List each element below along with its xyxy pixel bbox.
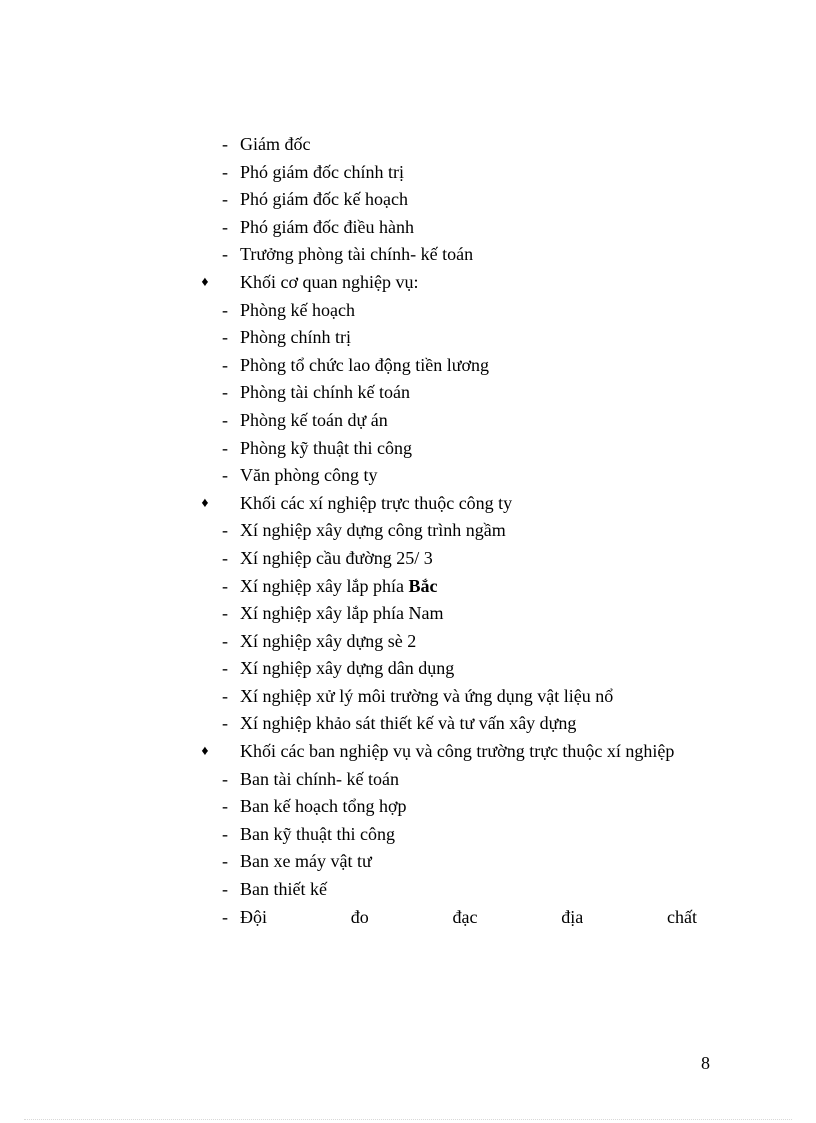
section-heading-text [240,490,512,518]
list-item [0,821,816,849]
section-heading [0,738,816,766]
dash-bullet: - [222,161,228,182]
list-item [0,241,816,269]
item-label-bold: Bắc [408,575,438,596]
dash-bullet: - [222,575,228,596]
list-item-text [240,710,576,738]
item-label: Ban thiết kế [240,879,327,900]
dash-bullet: - [222,382,228,403]
list-item-text [240,766,399,794]
dash-bullet: - [222,906,228,927]
item-label: Xí nghiệp cầu đường 25/ 3 [240,547,433,568]
list-item-text [240,683,613,711]
list-item-text [240,848,372,876]
list-item-text [240,462,377,490]
list-item-text [240,793,406,821]
diamond-bullet-icon: ♦ [201,495,209,511]
list-item [0,435,816,463]
item-label: Phó giám đốc chính trị [240,161,404,182]
item-label: Phòng tổ chức lao động tiền lương [240,354,490,375]
justified-word: đo [350,906,369,927]
list-item-text [240,214,414,242]
dash-bullet: - [222,437,228,458]
diamond-bullet-icon: ♦ [201,744,209,760]
list-item [0,324,816,352]
list-item-text [240,655,454,683]
item-label: Khối các ban nghiệp vụ và công trường trực thuộc xí nghiệp [240,741,675,762]
list-item-text [240,545,433,573]
justified-word: Đội [240,906,267,927]
item-label: Phòng tài chính kế toán [240,382,410,403]
justified-word: chất [666,906,697,927]
dash-bullet: - [222,713,228,734]
item-label: Trưởng phòng tài chính- kế toán [240,244,474,265]
list-item-text [240,435,412,463]
dash-bullet: - [222,520,228,541]
list-item-text [240,600,443,628]
item-label: Văn phòng công ty [240,465,378,486]
item-label: Ban xe máy vật tư [240,851,372,872]
dash-bullet: - [222,244,228,265]
section-heading [0,269,816,297]
page-number: 8 [701,1053,710,1073]
item-label: Xí nghiệp xây lắp phía Nam [240,603,444,624]
list-item [0,159,816,187]
list-item-text [240,407,388,435]
list-item [0,628,816,656]
dash-bullet: - [222,851,228,872]
list-item [0,545,816,573]
list-item-text [240,186,408,214]
list-item-text [240,379,410,407]
justified-word: đạc [452,906,478,927]
item-label: Xí nghiệp xây dựng công trình ngầm [240,520,506,541]
item-label: Phòng kế toán dự án [240,409,388,430]
dash-bullet: - [222,547,228,568]
list-item-text [240,297,355,325]
dash-bullet: - [222,796,228,817]
list-item [0,904,816,932]
list-item-text [240,324,351,352]
dash-bullet: - [222,630,228,651]
item-label: Ban kế hoạch tổng hợp [240,796,407,817]
section-heading-text [240,738,674,766]
dash-bullet: - [222,658,228,679]
list-item [0,214,816,242]
item-label: Khối cơ quan nghiệp vụ: [240,271,419,292]
diamond-bullet-icon: ♦ [201,274,209,290]
item-label: Khối các xí nghiệp trực thuộc công ty [240,492,513,513]
list-item-text [240,628,416,656]
dash-bullet: - [222,603,228,624]
item-label: Phòng chính trị [240,327,351,348]
item-label: Phòng kế hoạch [240,299,355,320]
list-item [0,379,816,407]
section-heading-text [240,269,419,297]
dash-bullet: - [222,685,228,706]
dash-bullet: - [222,465,228,486]
item-label: Xí nghiệp xây lắp phía [240,575,409,596]
dash-bullet: - [222,134,228,154]
list-item [0,793,816,821]
dash-bullet: - [222,768,228,789]
list-item [0,131,816,159]
list-item [0,683,816,711]
list-item [0,186,816,214]
list-item-text [240,821,395,849]
dash-bullet: - [222,823,228,844]
list-item [0,655,816,683]
item-label: Phó giám đốc điều hành [240,216,414,237]
dash-bullet: - [222,299,228,320]
list-item-text [240,517,506,545]
list-item [0,462,816,490]
list-item-text [240,904,697,932]
list-item-text [240,131,310,159]
list-item [0,710,816,738]
list-item-text [240,876,327,904]
list-item [0,766,816,794]
dash-bullet: - [222,879,228,900]
list-item [0,297,816,325]
list-item [0,573,816,601]
dash-bullet: - [222,409,228,430]
item-label: Phó giám đốc kế hoạch [240,189,408,210]
list-item [0,352,816,380]
list-item-text [240,352,489,380]
dash-bullet: - [222,189,228,210]
list-item-text [240,159,404,187]
item-label: Phòng kỹ thuật thi công [240,437,412,458]
item-label: Xí nghiệp xử lý môi trường và ứng dụng vật liệu nổ [240,685,614,706]
item-label: Ban tài chính- kế toán [240,768,399,789]
justified-word: địa [561,906,584,927]
organization-list [0,131,816,931]
list-item [0,407,816,435]
list-item [0,848,816,876]
item-label: Xí nghiệp khảo sát thiết kế và tư vấn xây dựng [240,713,577,734]
list-item-text [240,573,437,601]
dash-bullet: - [222,327,228,348]
item-label: Ban kỹ thuật thi công [240,823,395,844]
list-item [0,517,816,545]
item-label: Xí nghiệp xây dựng sè 2 [240,630,417,651]
list-item [0,876,816,904]
list-item [0,600,816,628]
dash-bullet: - [222,354,228,375]
page-bottom-divider [24,1119,792,1120]
dash-bullet: - [222,216,228,237]
section-heading [0,490,816,518]
item-label: Giám đốc [240,134,311,154]
item-label: Xí nghiệp xây dựng dân dụng [240,658,455,679]
list-item-text [240,241,473,269]
